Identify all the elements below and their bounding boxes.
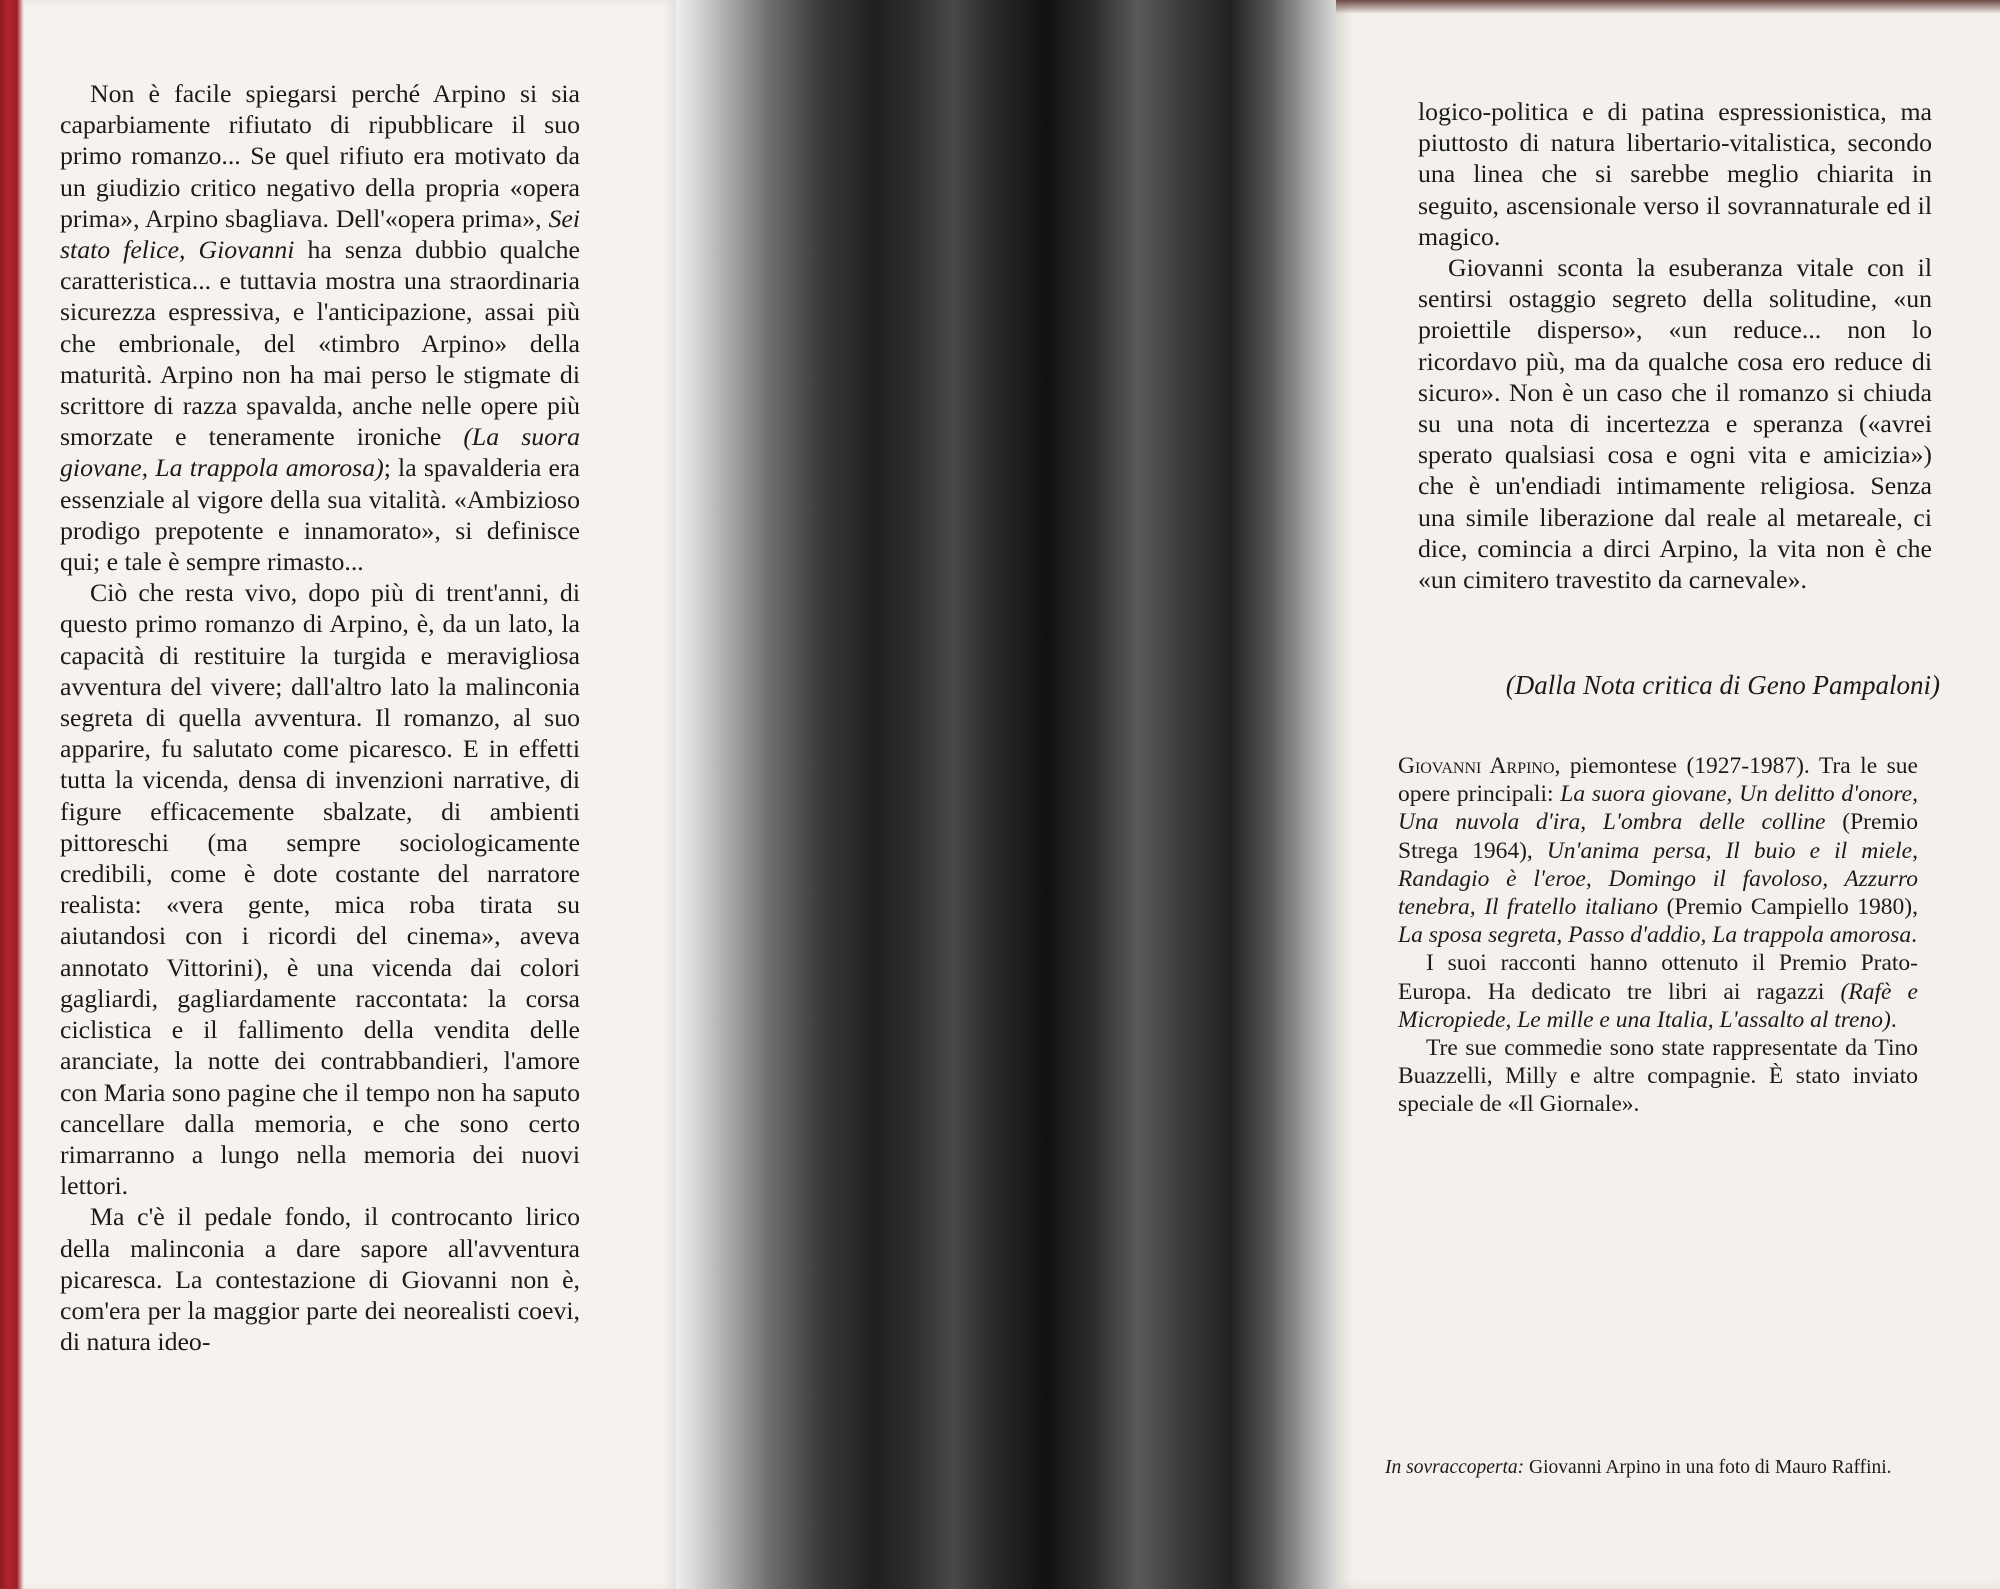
left-paragraph-3: Ma c'è il pedale fondo, il controcanto lirico della malinconia a dare sapore all'avventura picaresca. La contestazione di Giovanni non è, com'era per la maggior parte dei neorealisti coevi, di natura ideo- [60, 1202, 580, 1357]
right-paragraph-1: logico-politica e di patina espressionistica, ma piuttosto di natura libertario-vitalistica, secondo una linea che si sarebbe meglio chiarita in seguito, ascensionale verso il sovrannaturale ed il magico. [1418, 97, 1932, 251]
cover-photo-caption: In sovraccoperta: Giovanni Arpino in una foto di Mauro Raffini. [1385, 1457, 1892, 1478]
left-paragraph-1: Non è facile spiegarsi perché Arpino si sia caparbiamente rifiutato di ripubblicare il suo primo romanzo... Se quel rifiuto era motivato da un giudizio critico negativo della propria «opera prima», Arpino sbagliava. Dell'«opera prima», Sei stato felice, Giovanni ha senza dubbio qualche caratteristica... e tuttavia mostra una straordinaria sicurezza espressiva, e l'anticipazione, assai più che embrionale, del «timbro Arpino» della maturità. Arpino non ha mai perso le stigmate di scrittore di razza spavalda, anche nelle opere più smorzate e teneramente ironiche (La suora giovane, La trappola amorosa); la spavalderia era essenziale al vigore della sua vitalità. «Ambizioso prodigo prepotente e innamorato», si definisce qui; e tale è sempre rimasto... [60, 79, 580, 577]
left-column-text [60, 78, 580, 1357]
bio-paragraph-1: Giovanni Arpino, piemontese (1927-1987). Tra le sue opere principali: La suora giovane, Un delitto d'onore, Una nuvola d'ira, L'ombra delle colline (Premio Strega 1964), Un'anima persa, Il buio e il miele, Randagio è l'eroe, Domingo il favoloso, Azzurro tenebra, Il fratello italiano (Premio Campiello 1980), La sposa segreta, Passo d'addio, La trappola amorosa. [1398, 753, 1919, 949]
author-bio [1398, 752, 1918, 1119]
right-paragraph-2: Giovanni sconta la esuberanza vitale con il sentirsi ostaggio segreto della solitudine, «un proiettile disperso», «un reduce... non lo ricordavo più, ma da qualche cosa ero reduce di sicuro». Non è un caso che il romanzo si chiuda su una nota di incertezza e speranza («avrei sperato qualsiasi cosa e ogni vita e amicizia») che è un'endiadi intimamente religiosa. Senza una simile liberazione dal reale al metareale, ci dice, comincia a dirci Arpino, la vita non è che «un cimitero travestito da carnevale». [1418, 253, 1932, 595]
bio-paragraph-2: I suoi racconti hanno ottenuto il Premio Prato-Europa. Ha dedicato tre libri ai ragazzi (Rafè e Micropiede, Le mille e una Italia, L'assalto al treno). [1398, 950, 1918, 1033]
right-column-text [1418, 96, 1932, 595]
right-page-top-edge [1336, 0, 2000, 14]
left-paragraph-2: Ciò che resta vivo, dopo più di trent'anni, di questo primo romanzo di Arpino, è, da un lato, la capacità di restituire la turgida e meravigliosa avventura del vivere; dall'altro lato la malinconia segreta di quella avventura. Il romanzo, al suo apparire, fu salutato come picaresco. E in effetti tutta la vicenda, densa di invenzioni narrative, di figure efficacemente sbalzate, di ambienti pittoreschi (ma sempre sociologicamente credibili, come è dote costante del narratore realista: «vera gente, mica roba tirata su aiutandosi con i ricordi del cinema», aveva annotato Vittorini), è una vicenda dai colori gagliardi, gagliardamente raccontata: la corsa ciclistica e il fallimento della vendita delle aranciate, la notte dei contrabbandieri, l'amore con Maria sono pagine che il tempo non ha saputo cancellare dalla memoria, e che sono certo rimarranno a lungo nella memoria dei nuovi lettori. [60, 578, 580, 1201]
book-spine-shadow [676, 0, 1336, 1589]
bio-paragraph-3: Tre sue commedie sono state rappresentate da Tino Buazzelli, Milly e altre compagnie. È stato inviato speciale de «Il Giornale». [1398, 1035, 1918, 1118]
author-name: Giovanni Arpino [1398, 753, 1555, 779]
critic-attribution: (Dalla Nota critica di Geno Pampaloni) [1505, 670, 1940, 700]
red-cover-edge [0, 0, 24, 1589]
